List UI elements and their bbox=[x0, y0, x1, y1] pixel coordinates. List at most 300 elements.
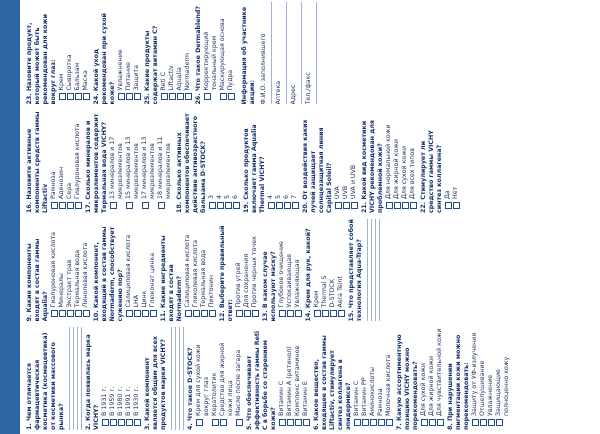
checkbox-icon[interactable] bbox=[83, 311, 90, 318]
answer-option[interactable] bbox=[350, 111, 358, 210]
checkbox-icon[interactable] bbox=[228, 94, 235, 101]
form-field-label: Аптека bbox=[275, 80, 282, 105]
option-label: Против черных точек bbox=[251, 236, 258, 308]
answer-option[interactable] bbox=[409, 111, 417, 210]
answer-option[interactable] bbox=[208, 219, 216, 318]
answer-option[interactable] bbox=[479, 328, 487, 427]
option-label: Да bbox=[444, 190, 451, 199]
checkbox-icon[interactable] bbox=[83, 94, 90, 101]
option-label: Линолевая кислота bbox=[82, 242, 89, 308]
checkbox-icon[interactable] bbox=[217, 202, 224, 209]
question bbox=[447, 328, 511, 431]
option-label: 6 bbox=[283, 194, 290, 199]
answer-option[interactable] bbox=[125, 2, 133, 101]
answer-option[interactable] bbox=[168, 2, 176, 101]
checkbox-icon[interactable] bbox=[338, 311, 345, 318]
option-label: Масло после загара bbox=[235, 349, 242, 416]
question-title: 7. Какую ассортиментную позицию VICHY можно порекомендовать? bbox=[396, 334, 419, 430]
checkbox-icon[interactable] bbox=[225, 202, 232, 209]
checkbox-icon[interactable] bbox=[394, 202, 401, 209]
answer-option[interactable] bbox=[133, 219, 141, 318]
option-label: UVA и UVB bbox=[350, 164, 357, 199]
checkbox-icon[interactable] bbox=[284, 202, 291, 209]
question bbox=[187, 328, 243, 431]
answer-option[interactable] bbox=[428, 328, 436, 427]
checkbox-icon[interactable] bbox=[110, 202, 117, 209]
answer-option[interactable] bbox=[195, 328, 211, 427]
checkbox-icon[interactable] bbox=[378, 419, 385, 426]
answer-option[interactable] bbox=[283, 111, 291, 210]
question bbox=[160, 219, 216, 322]
checkbox-icon[interactable] bbox=[134, 94, 141, 101]
checkbox-icon[interactable] bbox=[220, 419, 227, 426]
checkbox-icon[interactable] bbox=[343, 202, 350, 209]
column-3 bbox=[26, 111, 598, 214]
checkbox-icon[interactable] bbox=[244, 311, 251, 318]
answer-option[interactable] bbox=[200, 219, 208, 318]
question-title: 2. Когда появилась марка VICHY? bbox=[85, 334, 100, 430]
question bbox=[195, 2, 235, 105]
option-label: Глубокое очищение bbox=[278, 241, 285, 308]
option-label: Глюконат цинка bbox=[149, 252, 156, 308]
answer-option[interactable] bbox=[286, 328, 294, 427]
checkbox-icon[interactable] bbox=[142, 311, 149, 318]
option-label: Термальная вода bbox=[200, 249, 207, 308]
checkbox-icon[interactable] bbox=[177, 94, 184, 101]
answer-option[interactable] bbox=[377, 328, 385, 427]
question bbox=[26, 111, 82, 214]
option-label: Пиктонин bbox=[208, 275, 215, 308]
option-label: Гиалуроновая кислота bbox=[50, 232, 57, 308]
answer-option[interactable] bbox=[74, 219, 82, 318]
answer-option[interactable] bbox=[149, 219, 157, 318]
answer-option[interactable] bbox=[401, 111, 409, 210]
question-title: 25. Какие продукты содержат витамин C? bbox=[144, 25, 159, 105]
answer-option[interactable] bbox=[278, 328, 286, 427]
answer-option[interactable] bbox=[495, 328, 511, 427]
checkbox-icon[interactable] bbox=[59, 94, 66, 101]
checkbox-icon[interactable] bbox=[279, 419, 286, 426]
answer-line[interactable] bbox=[69, 328, 70, 431]
question bbox=[26, 219, 90, 322]
question bbox=[313, 328, 393, 431]
answer-option[interactable] bbox=[184, 219, 192, 318]
checkbox-icon[interactable] bbox=[429, 419, 436, 426]
option-label: 7 bbox=[291, 194, 298, 199]
option-label: Защищающие полноценно кожу bbox=[495, 356, 510, 416]
answer-option[interactable] bbox=[203, 2, 219, 101]
question-title: 5. Что обеспечивает эффективность гаммы Reti C в борьбе со старением кожи? bbox=[246, 330, 277, 430]
answer-option[interactable] bbox=[235, 219, 243, 318]
checkbox-icon[interactable] bbox=[204, 94, 211, 101]
checkbox-icon[interactable] bbox=[386, 202, 393, 209]
answer-option[interactable] bbox=[74, 111, 82, 210]
checkbox-icon[interactable] bbox=[169, 94, 176, 101]
checkbox-icon[interactable] bbox=[161, 94, 168, 101]
checkbox-icon[interactable] bbox=[220, 94, 227, 101]
option-label: Для нормальной кожи bbox=[385, 124, 392, 199]
option-label: Маска bbox=[82, 70, 89, 91]
answer-option[interactable] bbox=[117, 328, 125, 427]
answer-option[interactable] bbox=[125, 328, 133, 427]
option-label: 5 bbox=[275, 194, 282, 199]
checkbox-icon[interactable] bbox=[126, 94, 133, 101]
checkbox-icon[interactable] bbox=[496, 419, 503, 426]
question-title: 16. Назовите активные компоненты средств гаммы Liftactiv bbox=[26, 111, 49, 213]
question bbox=[305, 219, 345, 322]
checkbox-icon[interactable] bbox=[252, 311, 259, 318]
question bbox=[176, 111, 240, 214]
checkbox-icon[interactable] bbox=[445, 202, 452, 209]
answer-option[interactable] bbox=[337, 219, 345, 318]
option-label: Liftactiv bbox=[168, 65, 175, 91]
question bbox=[85, 111, 173, 214]
answer-option[interactable] bbox=[66, 2, 74, 101]
question-title: 24. Какой уход рекомендован при сухой коже? bbox=[93, 13, 116, 105]
option-label: Aera Teint bbox=[337, 276, 344, 308]
answer-option[interactable] bbox=[334, 111, 342, 210]
answer-option[interactable] bbox=[50, 219, 58, 318]
option-label: Нет bbox=[452, 186, 459, 199]
form-field-line[interactable] bbox=[286, 2, 287, 105]
checkbox-icon[interactable] bbox=[134, 311, 141, 318]
question bbox=[262, 219, 302, 322]
answer-line[interactable] bbox=[379, 219, 380, 322]
answer-option[interactable] bbox=[141, 219, 149, 318]
question-title: 6. Какое вещество, входящее в состав гаммы Liftactiv, стимулирует синтез коллагена в эпидермисе? bbox=[313, 335, 352, 430]
answer-option[interactable] bbox=[342, 111, 350, 210]
answer-option[interactable] bbox=[211, 328, 219, 427]
checkbox-icon[interactable] bbox=[354, 419, 361, 426]
checkbox-icon[interactable] bbox=[362, 419, 369, 426]
answer-line[interactable] bbox=[73, 328, 74, 431]
checkbox-icon[interactable] bbox=[472, 419, 479, 426]
answer-option[interactable] bbox=[275, 111, 283, 210]
answer-option[interactable] bbox=[294, 219, 302, 318]
answer-line[interactable] bbox=[371, 219, 372, 322]
answer-option[interactable] bbox=[66, 111, 74, 210]
checkbox-icon[interactable] bbox=[212, 419, 219, 426]
answer-line[interactable] bbox=[171, 328, 172, 431]
question bbox=[26, 328, 82, 431]
answer-option[interactable] bbox=[133, 2, 141, 101]
answer-option[interactable] bbox=[74, 2, 82, 101]
checkbox-icon[interactable] bbox=[158, 202, 165, 209]
question-title: 11. Какие ингредиенты входят в состав Normaderm? bbox=[160, 235, 183, 322]
checkbox-icon[interactable] bbox=[126, 311, 133, 318]
answer-option[interactable] bbox=[58, 111, 66, 210]
option-label: 17 минералов и 13 микроэлементов bbox=[141, 136, 156, 199]
answer-option[interactable] bbox=[420, 328, 428, 427]
form-field-label: Тел./факс bbox=[305, 72, 312, 105]
answer-option[interactable] bbox=[66, 219, 74, 318]
answer-option[interactable] bbox=[302, 328, 310, 427]
option-label: Цинк bbox=[141, 290, 148, 308]
checkbox-icon[interactable] bbox=[150, 311, 157, 318]
answer-line[interactable] bbox=[179, 328, 180, 431]
checkbox-icon[interactable] bbox=[402, 202, 409, 209]
checkbox-icon[interactable] bbox=[295, 311, 302, 318]
option-label: Reti C bbox=[160, 71, 167, 91]
answer-option[interactable] bbox=[329, 219, 337, 318]
checkbox-icon[interactable] bbox=[67, 311, 74, 318]
column-1 bbox=[26, 328, 598, 431]
answer-option[interactable] bbox=[436, 328, 444, 427]
checkbox-icon[interactable] bbox=[142, 202, 149, 209]
answer-option[interactable] bbox=[82, 219, 90, 318]
checkbox-icon[interactable] bbox=[351, 202, 358, 209]
checkbox-icon[interactable] bbox=[292, 202, 299, 209]
checkbox-icon[interactable] bbox=[126, 419, 133, 426]
checkbox-icon[interactable] bbox=[276, 202, 283, 209]
checkbox-icon[interactable] bbox=[386, 419, 393, 426]
answer-option[interactable] bbox=[219, 328, 235, 427]
checkbox-icon[interactable] bbox=[75, 202, 82, 209]
checkbox-icon[interactable] bbox=[67, 202, 74, 209]
checkbox-icon[interactable] bbox=[51, 311, 58, 318]
checkbox-icon[interactable] bbox=[59, 202, 66, 209]
question-title: 8. При нарушении пигментации кожи можно порекомендовать: bbox=[447, 334, 470, 430]
question bbox=[246, 328, 310, 431]
answer-option[interactable] bbox=[82, 2, 90, 101]
answer-option[interactable] bbox=[471, 328, 479, 427]
answer-option[interactable] bbox=[353, 328, 361, 427]
answer-option[interactable] bbox=[385, 328, 393, 427]
option-label: Средство для жирной кожи лица bbox=[219, 342, 234, 416]
option-label: Для жирной кожи bbox=[393, 139, 400, 199]
checkbox-icon[interactable] bbox=[110, 419, 117, 426]
checkbox-icon[interactable] bbox=[236, 311, 243, 318]
checkbox-icon[interactable] bbox=[322, 311, 329, 318]
option-label: Крем bbox=[313, 290, 320, 308]
question bbox=[396, 328, 444, 431]
option-label: Экстракт трав bbox=[66, 259, 73, 308]
question-title: 19. Сколько продуктов включает гамма Aqualia Thermal VICHY? bbox=[243, 124, 266, 213]
option-label: LHA bbox=[133, 294, 140, 308]
checkbox-icon[interactable] bbox=[370, 419, 377, 426]
option-label: Молочная кислота bbox=[385, 354, 392, 416]
answer-option[interactable] bbox=[224, 111, 232, 210]
option-label: Защиту от УФ-излучения bbox=[471, 332, 478, 416]
checkbox-icon[interactable] bbox=[410, 202, 417, 209]
question-title: 23. Назовите продукт, который может быть рекомендован для кожи вокруг глаз: bbox=[26, 13, 57, 105]
answer-option[interactable] bbox=[125, 111, 141, 210]
option-label: В 1931 г. bbox=[101, 386, 108, 416]
answer-line[interactable] bbox=[367, 219, 368, 322]
question-title: 20. От воздействия каких лучей защищает солнцезащитная линия Capital Soleil? bbox=[302, 119, 333, 213]
option-label: Витамин С bbox=[278, 380, 285, 416]
option-label: В 1991 г. bbox=[125, 386, 132, 416]
option-label: Пудра bbox=[227, 69, 234, 91]
option-label: Сера bbox=[66, 182, 73, 199]
checkbox-icon[interactable] bbox=[193, 311, 200, 318]
form-field-line[interactable] bbox=[316, 2, 317, 105]
answer-option[interactable] bbox=[109, 111, 125, 210]
answer-option[interactable] bbox=[133, 328, 141, 427]
answer-option[interactable] bbox=[157, 111, 173, 210]
answer-option[interactable] bbox=[294, 328, 302, 427]
option-label: Для сохранения bbox=[243, 253, 250, 308]
checkbox-icon[interactable] bbox=[209, 202, 216, 209]
answer-option[interactable] bbox=[50, 111, 58, 210]
checkbox-icon[interactable] bbox=[75, 311, 82, 318]
question bbox=[219, 219, 259, 322]
question bbox=[302, 111, 358, 214]
question-title: 10. Какой компонент, входящий в состав гаммы Normaderm, способствует сужению пор? bbox=[93, 226, 124, 322]
checkbox-icon[interactable] bbox=[236, 419, 243, 426]
answer-option[interactable] bbox=[452, 111, 460, 210]
answer-option[interactable] bbox=[216, 111, 224, 210]
checkbox-icon[interactable] bbox=[196, 419, 203, 426]
answer-option[interactable] bbox=[361, 328, 369, 427]
question bbox=[93, 2, 141, 105]
answer-option[interactable] bbox=[176, 2, 184, 101]
answer-option[interactable] bbox=[286, 219, 294, 318]
option-label: В 1980 г. bbox=[117, 386, 124, 416]
question bbox=[361, 111, 417, 214]
option-label: Сыворотка bbox=[66, 54, 73, 91]
answer-option[interactable] bbox=[117, 2, 125, 101]
option-label: Термальная вода bbox=[74, 249, 81, 308]
option-label: Витамин Е bbox=[302, 381, 309, 416]
answer-option[interactable] bbox=[321, 219, 329, 318]
checkbox-icon[interactable] bbox=[201, 311, 208, 318]
answer-option[interactable] bbox=[313, 219, 321, 318]
checkbox-icon[interactable] bbox=[314, 311, 321, 318]
option-label: Увлажнение bbox=[487, 374, 494, 416]
answer-line[interactable] bbox=[183, 328, 184, 431]
checkbox-icon[interactable] bbox=[118, 419, 125, 426]
answer-option[interactable] bbox=[219, 2, 227, 101]
checkbox-icon[interactable] bbox=[303, 419, 310, 426]
checkbox-icon[interactable] bbox=[268, 202, 275, 209]
answer-option[interactable] bbox=[487, 328, 495, 427]
answer-line[interactable] bbox=[375, 219, 376, 322]
question bbox=[144, 2, 192, 105]
option-label: 3 bbox=[208, 194, 215, 199]
answer-option[interactable] bbox=[385, 111, 393, 210]
question-title: 1. Чем отличается фармацевтическая косметика (космецевтика) от косметики массового рынка? bbox=[26, 332, 65, 430]
option-label: Увлажнение bbox=[117, 49, 124, 91]
option-label: Normaderm bbox=[184, 52, 191, 91]
checkbox-icon[interactable] bbox=[118, 94, 125, 101]
column-4 bbox=[26, 2, 598, 105]
checkbox-icon[interactable] bbox=[67, 94, 74, 101]
column-2 bbox=[26, 219, 598, 322]
form-field-line[interactable] bbox=[271, 2, 272, 105]
question-title: 18. Сколько активных компонентов обеспечивает действие антивозрастного бальзама D-STOCK? bbox=[176, 113, 207, 213]
option-label: Салициловая кислота bbox=[125, 234, 132, 308]
checkbox-icon[interactable] bbox=[279, 311, 286, 318]
checkbox-icon[interactable] bbox=[437, 419, 444, 426]
option-label: Корректирующий тональный крем bbox=[203, 31, 218, 91]
question-title: 9. Какие компоненты входят в состав гаммы Aqualia? bbox=[26, 238, 49, 322]
question-title: 15. Что представляет собой технология Aqua-Trap? bbox=[348, 219, 363, 322]
checkbox-icon[interactable] bbox=[287, 311, 294, 318]
question bbox=[243, 111, 299, 214]
checkbox-icon[interactable] bbox=[453, 202, 460, 209]
checkbox-icon[interactable] bbox=[209, 311, 216, 318]
checkbox-icon[interactable] bbox=[185, 94, 192, 101]
answer-option[interactable] bbox=[208, 111, 216, 210]
option-label: Против угрей bbox=[235, 262, 242, 308]
checkbox-icon[interactable] bbox=[421, 419, 428, 426]
answer-option[interactable] bbox=[58, 219, 66, 318]
option-label: Витамин РР bbox=[361, 377, 368, 416]
answer-option[interactable] bbox=[141, 111, 157, 210]
option-label: Питание bbox=[125, 62, 132, 91]
answer-line[interactable] bbox=[81, 328, 82, 431]
checkbox-icon[interactable] bbox=[75, 94, 82, 101]
checkbox-icon[interactable] bbox=[287, 419, 294, 426]
option-label: Комплекс витаминов bbox=[294, 345, 301, 416]
checkbox-icon[interactable] bbox=[134, 419, 141, 426]
option-label: Защита bbox=[133, 65, 140, 91]
answer-option[interactable] bbox=[160, 2, 168, 101]
option-label: Aqualia bbox=[176, 67, 183, 91]
answer-option[interactable] bbox=[243, 219, 251, 318]
answer-option[interactable] bbox=[125, 219, 133, 318]
answer-option[interactable] bbox=[192, 219, 200, 318]
answer-option[interactable] bbox=[267, 111, 275, 210]
answer-option[interactable] bbox=[291, 111, 299, 210]
checkbox-icon[interactable] bbox=[51, 202, 58, 209]
answer-option[interactable] bbox=[184, 2, 192, 101]
form-field-line[interactable] bbox=[301, 2, 302, 105]
answer-line[interactable] bbox=[77, 328, 78, 431]
option-label: Витамин А (ретинол) bbox=[286, 346, 293, 416]
option-label: Для сухой кожи bbox=[420, 362, 427, 416]
answer-option[interactable] bbox=[232, 111, 240, 210]
option-label: Крем bbox=[58, 73, 65, 91]
checkbox-icon[interactable] bbox=[330, 311, 337, 318]
option-label: 18 минералов и 11 микроэлементов bbox=[157, 136, 172, 199]
question bbox=[85, 328, 141, 431]
option-label: 5 bbox=[224, 194, 231, 199]
option-label: Кератолитик bbox=[211, 372, 218, 416]
question-title: 17. Сколько минералов и микроэлементов содержит Термальная вода VICHY? bbox=[85, 113, 108, 213]
checkbox-icon[interactable] bbox=[59, 311, 66, 318]
checkbox-icon[interactable] bbox=[185, 311, 192, 318]
checkbox-icon[interactable] bbox=[233, 202, 240, 209]
option-label: Маскирующая основа bbox=[219, 18, 226, 91]
question-title: 12. Выберите правильный ответ: bbox=[219, 225, 234, 322]
answer-option[interactable] bbox=[393, 111, 401, 210]
option-label: Для всех типов bbox=[409, 148, 416, 199]
question-title: 14. Крем для рук, какой? bbox=[305, 228, 312, 322]
answer-option[interactable] bbox=[278, 219, 286, 318]
checkbox-icon[interactable] bbox=[126, 202, 133, 209]
answer-option[interactable] bbox=[109, 328, 117, 427]
question bbox=[26, 2, 90, 105]
checkbox-icon[interactable] bbox=[488, 419, 495, 426]
checkbox-icon[interactable] bbox=[480, 419, 487, 426]
checkbox-icon[interactable] bbox=[295, 419, 302, 426]
checkbox-icon[interactable] bbox=[335, 202, 342, 209]
answer-option[interactable] bbox=[235, 328, 243, 427]
answer-option[interactable] bbox=[251, 219, 259, 318]
option-label: Салициловая кислота bbox=[184, 234, 191, 308]
answer-option[interactable] bbox=[227, 2, 235, 101]
answer-option[interactable] bbox=[58, 2, 66, 101]
option-label: Витамин С bbox=[353, 380, 360, 416]
question-title: 26. Что такое Dermablend? bbox=[195, 5, 202, 105]
answer-line[interactable] bbox=[175, 328, 176, 431]
answer-option[interactable] bbox=[369, 328, 377, 427]
answer-option[interactable] bbox=[101, 328, 109, 427]
answer-option[interactable] bbox=[444, 111, 452, 210]
checkbox-icon[interactable] bbox=[102, 419, 109, 426]
